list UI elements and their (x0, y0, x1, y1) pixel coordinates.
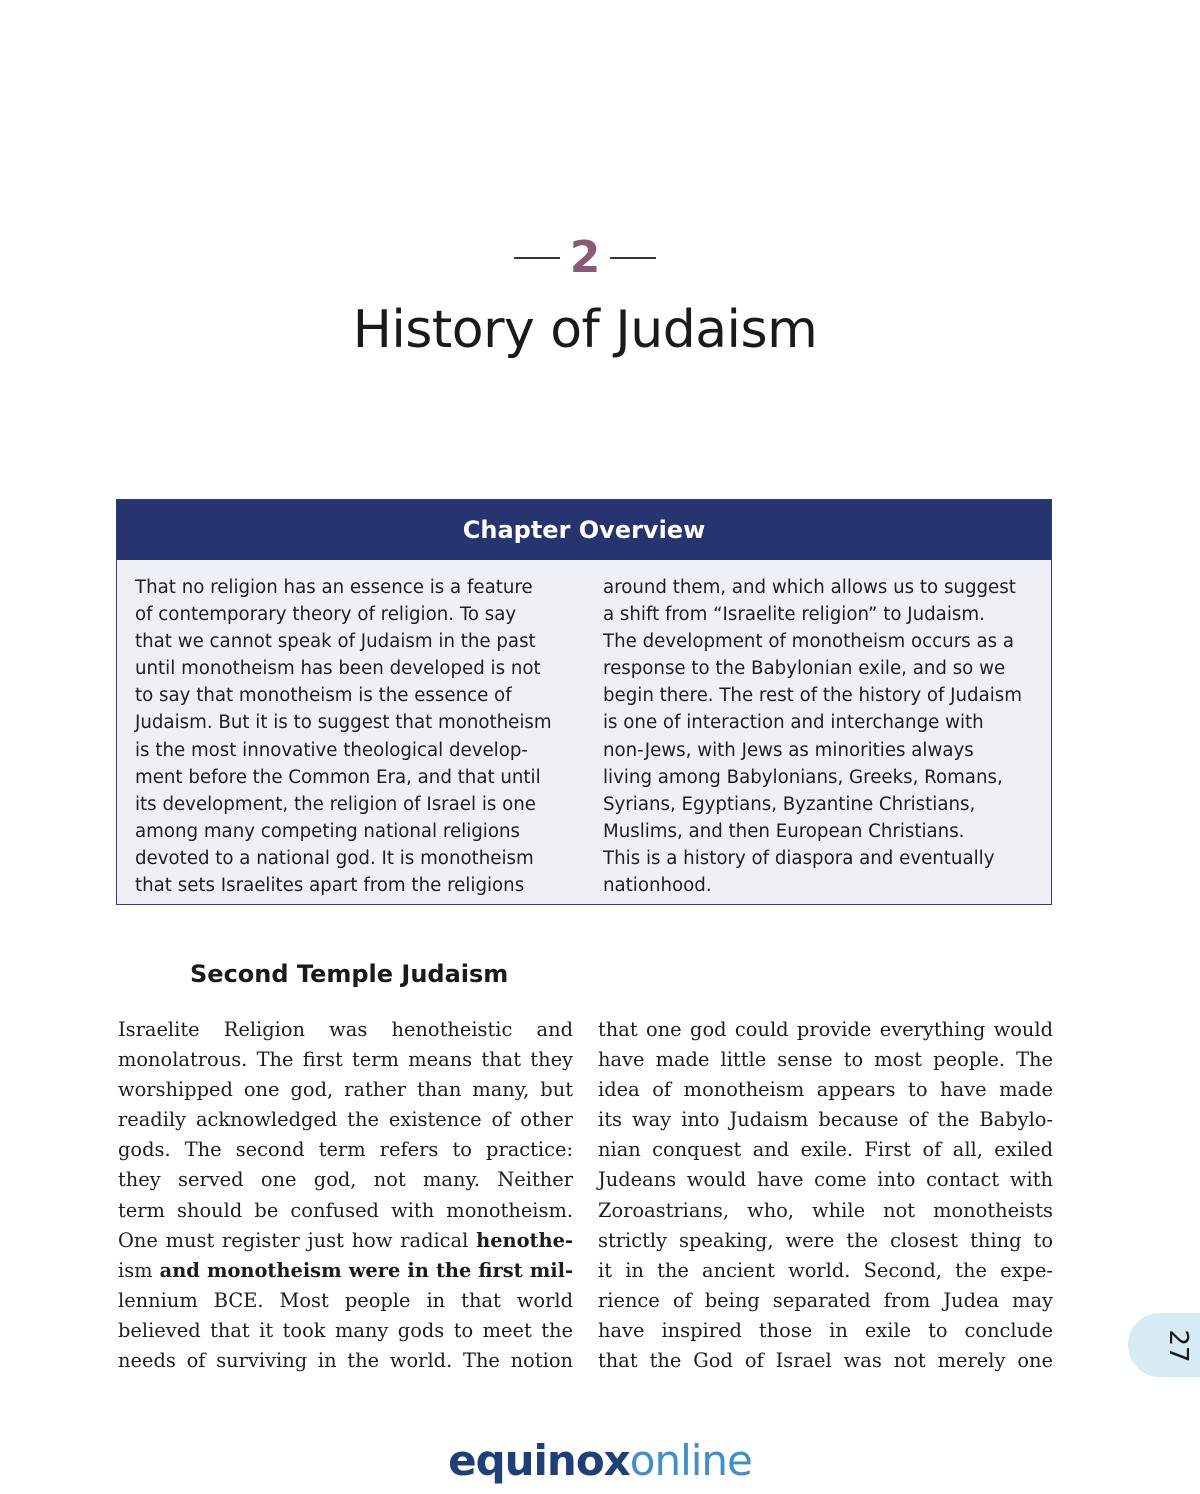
overview-right-column (603, 574, 1043, 899)
section-heading: Second Temple Judaism (190, 960, 509, 988)
chapter-number-block (0, 232, 1170, 284)
body-line: monolatrous. The first term means that they (118, 1048, 573, 1072)
chapter-rule-right (610, 257, 656, 259)
overview-line: This is a history of diaspora and eventually (603, 847, 995, 869)
overview-line: to say that monotheism is the essence of (135, 685, 512, 707)
publisher-logo (0, 1436, 1200, 1485)
bold-term: and monotheism were in the first mil- (152, 1258, 573, 1282)
body-line: worshipped one god, rather than many, but (118, 1078, 573, 1102)
logo-part-equinox: equinox (448, 1436, 630, 1485)
overview-line: is one of interaction and interchange with (603, 712, 984, 734)
body-line: gods. The second term refers to practice: (118, 1138, 573, 1162)
body-line: that one god could provide everything would (598, 1018, 1053, 1041)
chapter-overview-heading: Chapter Overview (117, 500, 1051, 560)
text-segment: ism (118, 1258, 153, 1282)
body-line: needs of surviving in the world. The notion (118, 1349, 573, 1373)
body-line: have made little sense to most people. The (598, 1048, 1053, 1072)
overview-line: ment before the Common Era, and that until (135, 766, 541, 788)
overview-line: non-Jews, with Jews as minorities always (603, 739, 974, 761)
overview-line: that sets Israelites apart from the religions (135, 875, 525, 897)
overview-line: response to the Babylonian exile, and so we (603, 658, 1006, 680)
body-line: it in the ancient world. Second, the expe- (598, 1258, 1053, 1282)
body-line: rience of being separated from Judea may (598, 1288, 1053, 1312)
page-number: 27 (1163, 1329, 1193, 1363)
overview-line: its development, the religion of Israel is one (135, 793, 536, 815)
overview-line: nationhood. (603, 875, 712, 897)
body-line: strictly speaking, were the closest thing to (598, 1228, 1053, 1252)
overview-line: of contemporary theory of religion. To say (135, 604, 517, 626)
body-line: they served one god, not many. Neither (118, 1168, 573, 1192)
chapter-rule-left (514, 257, 560, 259)
overview-line: The development of monotheism occurs as a (603, 631, 1014, 653)
body-left-column (118, 1015, 573, 1376)
text-segment: One must register just how radical (118, 1228, 477, 1252)
body-line: believed that it took many gods to meet the (118, 1318, 573, 1342)
overview-line: That no religion has an essence is a feature (135, 577, 533, 598)
body-line: term should be confused with monotheism. (118, 1198, 573, 1222)
body-line (118, 1226, 573, 1256)
body-line: Zoroastrians, who, while not monotheists (598, 1198, 1053, 1222)
overview-left-column (135, 574, 603, 899)
overview-line: Muslims, and then European Christians. (603, 820, 965, 842)
overview-line: among many competing national religions (135, 820, 520, 842)
overview-line: is the most innovative theological develop- (135, 739, 528, 761)
chapter-title: History of Judaism (352, 300, 818, 360)
overview-line: Judaism. But it is to suggest that monotheism (135, 712, 552, 734)
overview-line: that we cannot speak of Judaism in the past (135, 631, 536, 653)
body-right-column (598, 1015, 1053, 1376)
overview-line: Syrians, Egyptians, Byzantine Christians, (603, 793, 976, 815)
body-line: nian conquest and exile. First of all, exiled (598, 1138, 1053, 1162)
body-line: have inspired those in exile to conclude (598, 1318, 1053, 1342)
logo-part-online: online (629, 1436, 752, 1485)
overview-line: a shift from “Israelite religion” to Judaism. (603, 604, 985, 626)
body-line: idea of monotheism appears to have made (598, 1078, 1053, 1102)
overview-line: begin there. The rest of the history of Judaism (603, 685, 1022, 707)
chapter-overview-body (117, 560, 1051, 899)
overview-line: devoted to a national god. It is monotheism (135, 847, 534, 869)
chapter-number: 2 (569, 232, 601, 283)
chapter-overview-box (116, 499, 1052, 905)
overview-line: until monotheism has been developed is not (135, 658, 541, 680)
body-line: Judeans would have come into contact with (598, 1168, 1053, 1192)
body-line: its way into Judaism because of the Babylo- (598, 1108, 1053, 1132)
body-line: Israelite Religion was henotheistic and (118, 1018, 573, 1041)
body-line: lennium BCE. Most people in that world (118, 1288, 573, 1312)
body-line: that the God of Israel was not merely one (598, 1349, 1053, 1373)
body-line: readily acknowledged the existence of other (118, 1108, 573, 1132)
overview-line: living among Babylonians, Greeks, Romans, (603, 766, 1003, 788)
bold-term: henothe- (476, 1228, 573, 1252)
overview-line: around them, and which allows us to suggest (603, 577, 1016, 598)
body-line (118, 1256, 573, 1286)
